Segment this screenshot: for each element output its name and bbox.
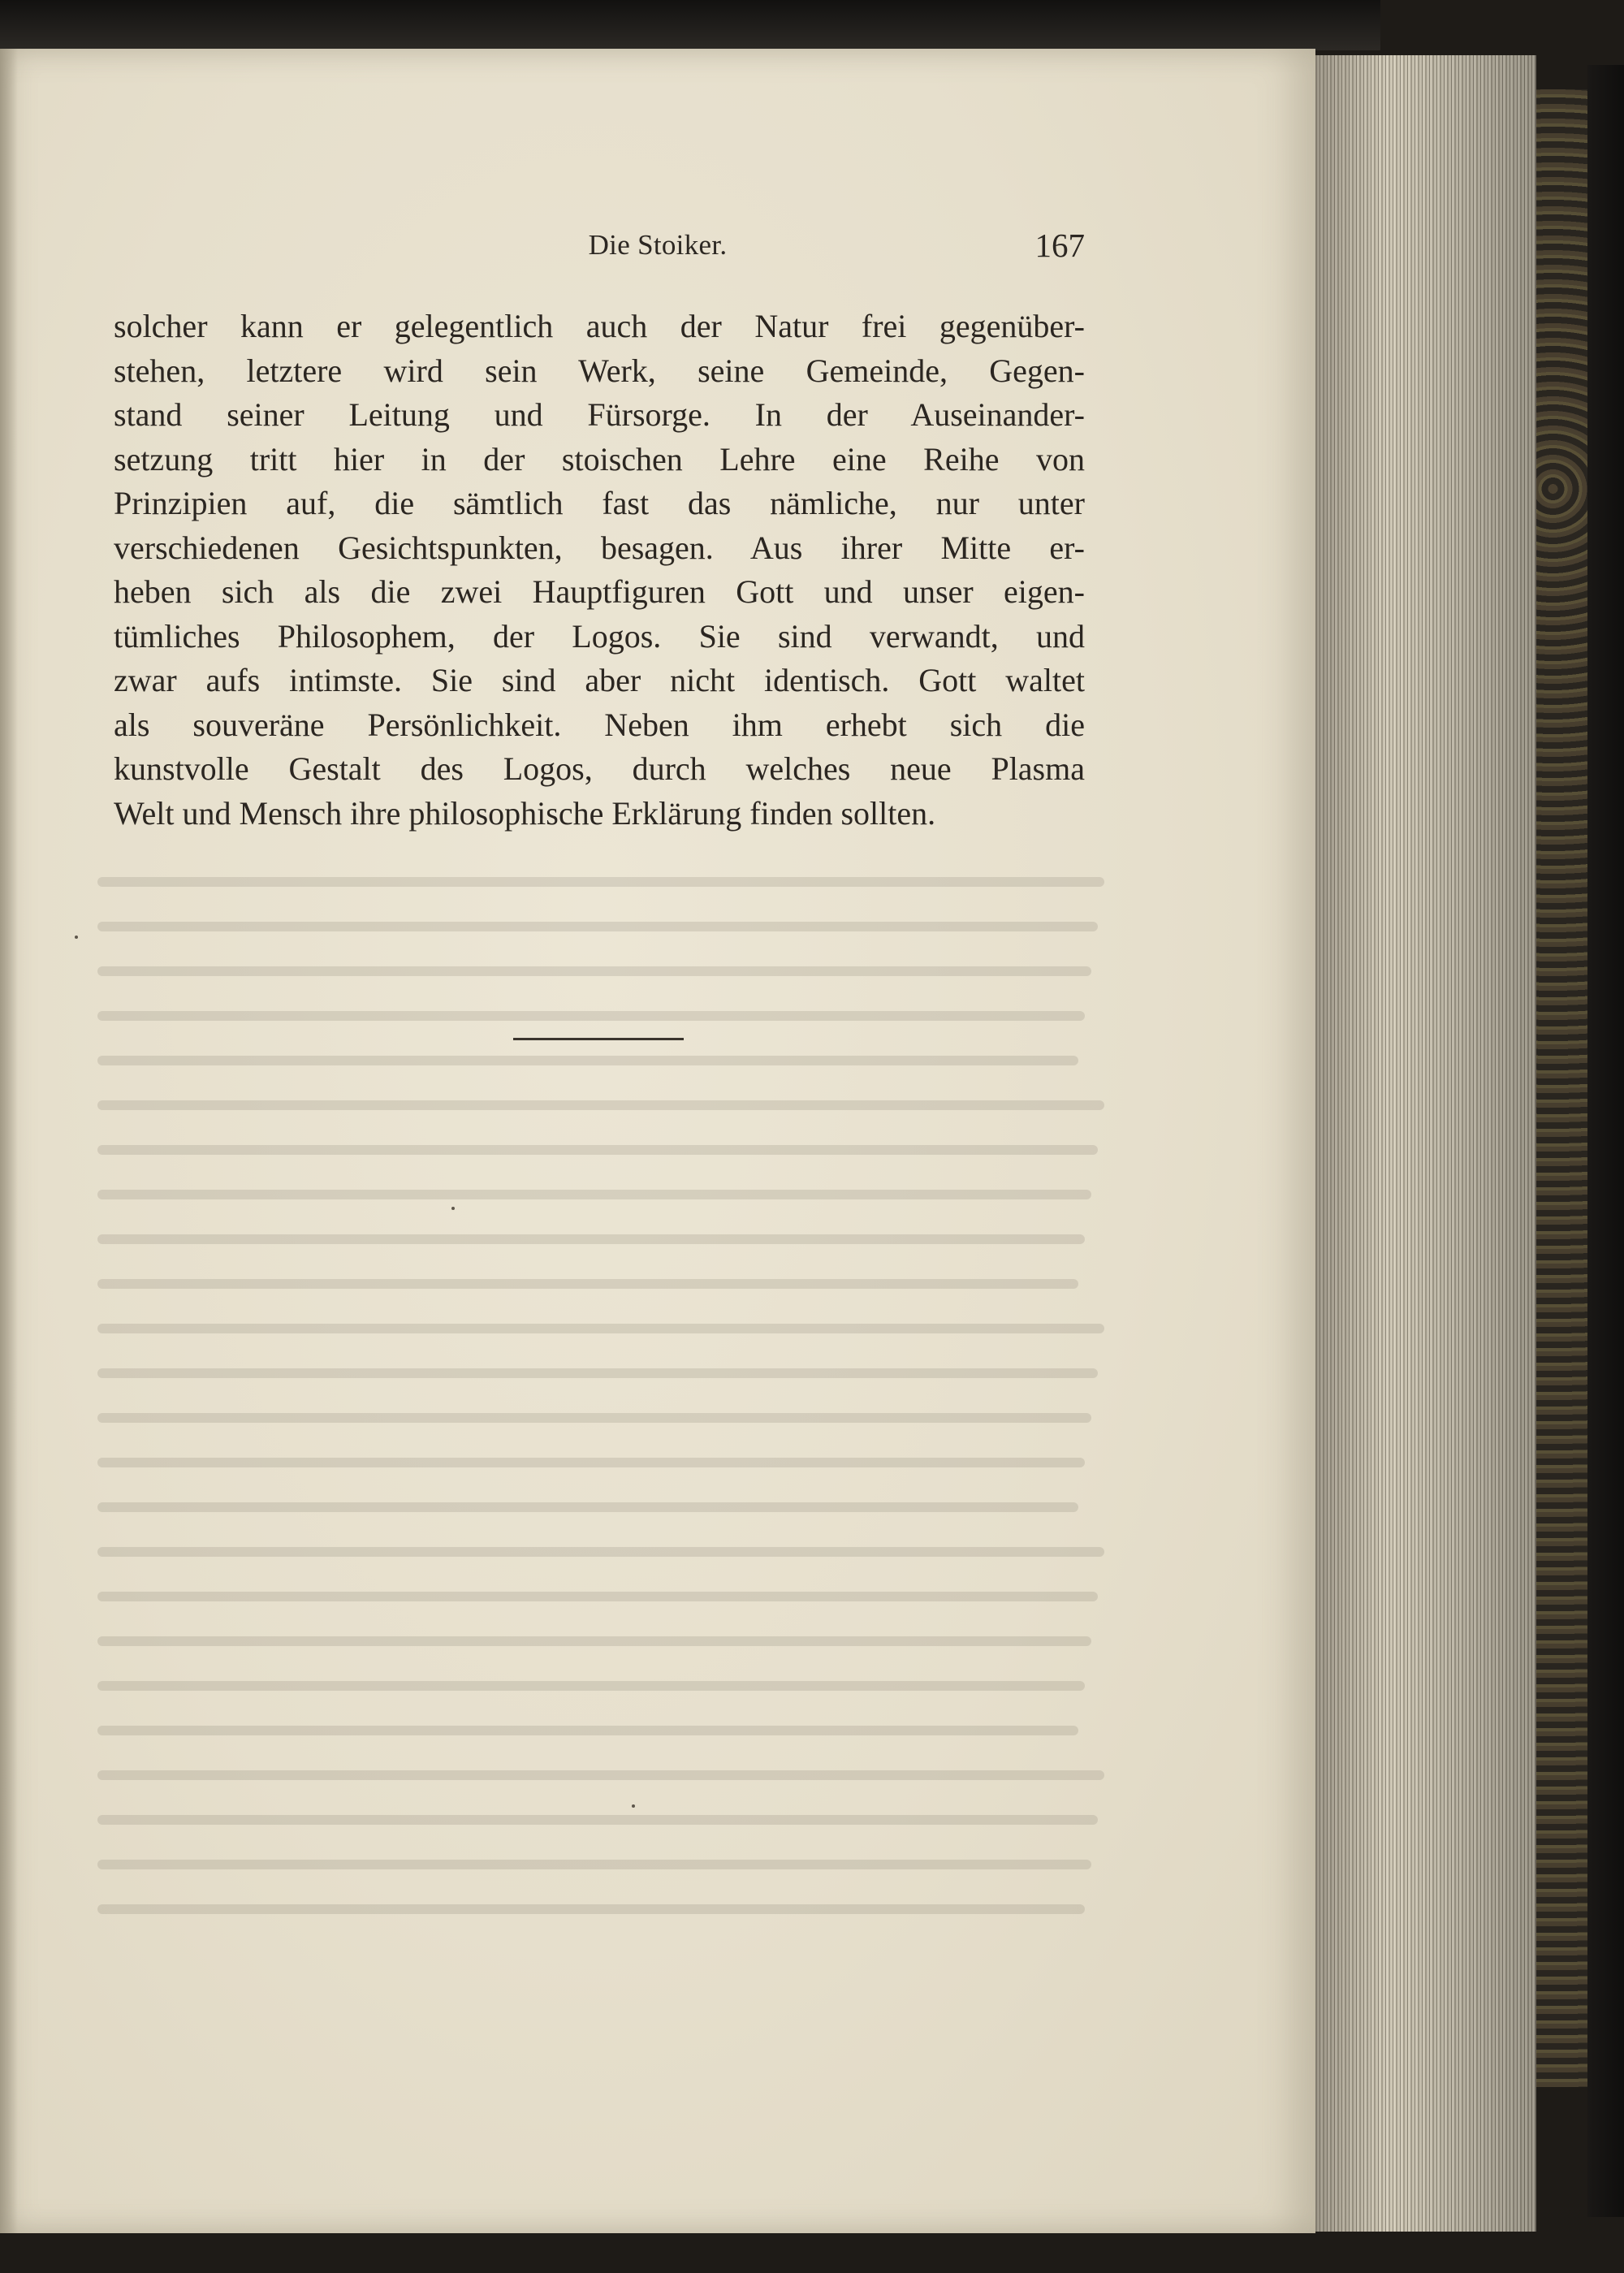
- show-through-line: [97, 1279, 1078, 1289]
- show-through-line: [97, 1770, 1104, 1780]
- show-through-line: [97, 1324, 1104, 1333]
- text-line: setzung tritt hier in der stoischen Lehre eine Reihe von: [114, 440, 1085, 478]
- text-line: kunstvolle Gestalt des Logos, durch welches neue Plasma: [114, 750, 1085, 787]
- cover-outer-edge: [1587, 65, 1624, 2217]
- text-line: zwar aufs intimste. Sie sind aber nicht identisch. Gott waltet: [114, 662, 1085, 698]
- show-through-line: [97, 1726, 1078, 1735]
- page-fore-edge-shade: [1291, 55, 1535, 2232]
- text-line: stehen, letztere wird sein Werk, seine Gemeinde, Gegen-: [114, 352, 1085, 389]
- show-through-from-reverse: [97, 877, 1104, 2014]
- show-through-line: [97, 1815, 1098, 1825]
- show-through-line: [97, 1592, 1098, 1601]
- show-through-line: [97, 1234, 1085, 1244]
- show-through-line: [97, 1502, 1078, 1512]
- show-through-line: [97, 1547, 1104, 1557]
- show-through-line: [97, 1100, 1104, 1110]
- body-text: [114, 305, 1085, 836]
- text-line: heben sich als die zwei Hauptfiguren Gott und unser eigen-: [114, 573, 1085, 610]
- text-line: tümliches Philosophem, der Logos. Sie sind verwandt, und: [114, 617, 1085, 655]
- paper-speck: [75, 936, 78, 939]
- show-through-line: [97, 1904, 1085, 1914]
- paper-speck: [632, 1804, 635, 1808]
- show-through-line: [97, 922, 1098, 931]
- show-through-line: [97, 1190, 1091, 1199]
- running-head-title: Die Stoiker.: [588, 229, 728, 261]
- show-through-line: [97, 1145, 1098, 1155]
- running-head: [114, 229, 1085, 270]
- text-line: stand seiner Leitung und Fürsorge. In der Auseinander-: [114, 396, 1085, 433]
- show-through-line: [97, 1413, 1091, 1423]
- paper-speck: [451, 1207, 455, 1210]
- text-line: Welt und Mensch ihre philosophische Erklärung finden sollten.: [114, 794, 936, 832]
- text-line: solcher kann er gelegentlich auch der Natur frei gegenüber-: [114, 308, 1085, 344]
- show-through-line: [97, 1368, 1098, 1378]
- show-through-line: [97, 1681, 1085, 1691]
- text-line: als souveräne Persönlichkeit. Neben ihm erhebt sich die: [114, 706, 1085, 743]
- cover-top-edge: [0, 0, 1380, 50]
- show-through-line: [97, 966, 1091, 976]
- show-through-line: [97, 1860, 1091, 1869]
- show-through-line: [97, 877, 1104, 887]
- show-through-line: [97, 1458, 1085, 1467]
- text-line: Prinzipien auf, die sämtlich fast das nämliche, nur unter: [114, 485, 1085, 521]
- page-gutter-shadow: [0, 49, 18, 2233]
- text-line: verschiedenen Gesichtspunkten, besagen. Aus ihrer Mitte er-: [114, 529, 1085, 566]
- page-number: 167: [1034, 227, 1085, 264]
- show-through-line: [97, 1011, 1085, 1021]
- section-divider-rule: [513, 1038, 684, 1040]
- show-through-line: [97, 1636, 1091, 1646]
- show-through-line: [97, 1056, 1078, 1065]
